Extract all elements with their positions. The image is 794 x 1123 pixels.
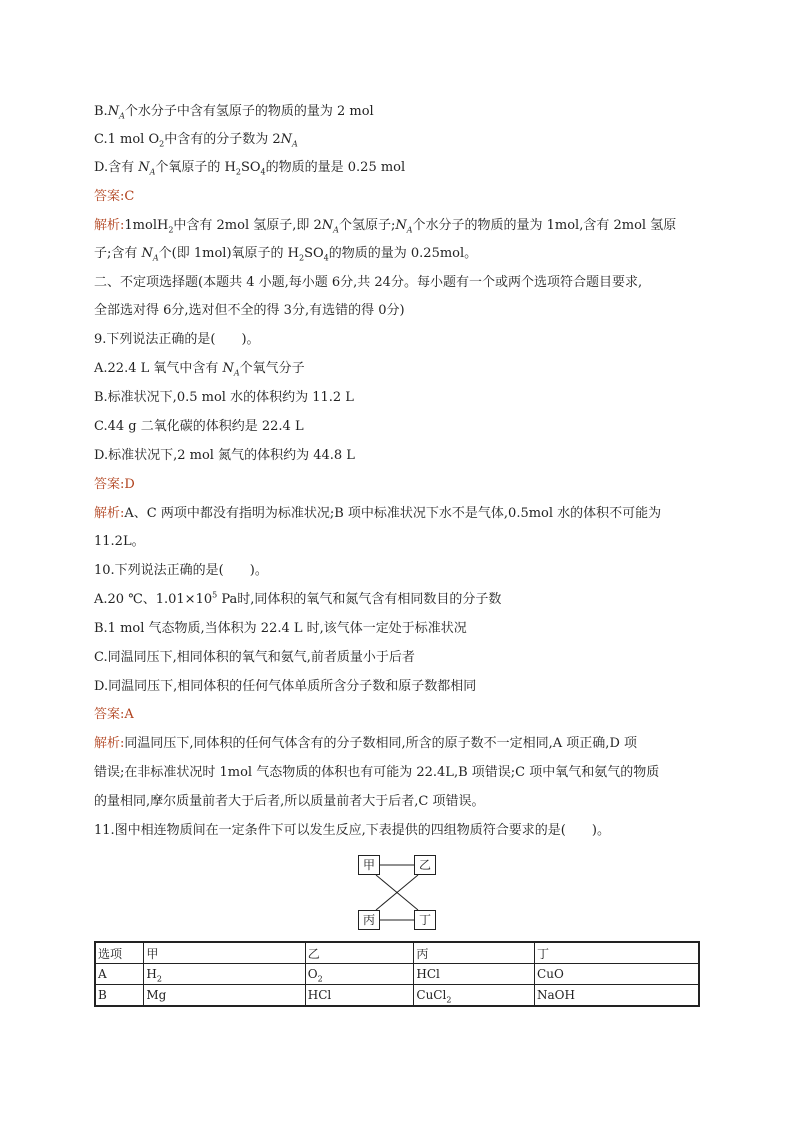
table-header-row: [95, 942, 699, 964]
table-cell: CuCl$_2$: [414, 985, 535, 1007]
table-cell: A: [95, 964, 144, 985]
table-header-cell: 丙: [414, 942, 535, 964]
table-row: [95, 985, 699, 1007]
table-header-cell: 选项: [95, 942, 144, 964]
table-cell: HCl: [305, 985, 414, 1007]
analysis-label: 解析:: [94, 736, 125, 751]
reaction-diagram: [356, 855, 438, 931]
diagram-box-ding: 丁: [414, 910, 436, 930]
q8-option-c: C.1 mol $O_2$中含有的分子数为 $2N_A$: [94, 132, 298, 149]
table-cell: B: [95, 985, 144, 1007]
table-header-cell: 乙: [305, 942, 414, 964]
q10-option-b: B.1 mol 气态物质,当体积为 22.4 L 时,该气体一定处于标准状况: [94, 621, 467, 636]
q10-option-d: D.同温同压下,相同体积的任何气体单质所含分子数和原子数都相同: [94, 679, 477, 694]
table-header-cell: 丁: [535, 942, 699, 964]
q8-option-b: $B.N_A$个水分子中含有氢原子的物质的量为 2 mol: [94, 104, 374, 121]
q8-option-d: D.含有 $N_A$个氧原子的 $H_2SO_4$的物质的量是 0.25 mol: [94, 160, 406, 177]
q9-option-b: B.标准状况下,0.5 mol 水的体积约为 11.2 L: [94, 390, 354, 405]
analysis-label: 解析:: [94, 506, 125, 521]
q8-analysis-line-2: 子;含有 $N_A$个(即 1mol)氧原子的 $H_2SO_4$的物质的量为 0.25mol。: [94, 246, 478, 263]
q10-option-a: A.20 ℃、$1.01\times 10^5$ Pa时,同体积的氧气和氮气含有相同数目的分子数: [94, 590, 502, 607]
q10-option-c: C.同温同压下,相同体积的氧气和氨气,前者质量小于后者: [94, 650, 415, 665]
q9-answer: 答案:D: [94, 477, 135, 492]
q10-analysis-line-3: 的量相同,摩尔质量前者大于后者,所以质量前者大于后者,C 项错误。: [94, 794, 485, 809]
diagram-box-bing: 丙: [358, 910, 380, 930]
q8-analysis-line-1: 解析:1molH$_2$中含有 2mol 氢原子,即 $2N_A$个氢原子$;N_A$个水分子的物质的量为 1mol,含有 2mol 氢原: [94, 218, 677, 235]
q11-stem: 11.图中相连物质间在一定条件下可以发生反应,下表提供的四组物质符合要求的是( )。: [94, 823, 610, 838]
table-row: [95, 964, 699, 985]
q9-analysis-line-1: 解析:A、C 两项中都没有指明为标准状况;B 项中标准状况下水不是气体,0.5mol 水的体积不可能为: [94, 506, 662, 521]
table-header-cell: 甲: [144, 942, 305, 964]
table-cell: HCl: [414, 964, 535, 985]
table-cell: Mg: [144, 985, 305, 1007]
table-cell: NaOH: [535, 985, 699, 1007]
q9-stem: 9.下列说法正确的是( )。: [94, 332, 260, 347]
q10-answer: 答案:A: [94, 707, 134, 722]
q10-analysis-line-1: 解析:同温同压下,同体积的任何气体含有的分子数相同,所含的原子数不一定相同,A 项正确,D 项: [94, 736, 637, 751]
q9-option-d: D.标准状况下,2 mol 氮气的体积约为 44.8 L: [94, 448, 355, 463]
q9-analysis-line-2: 11.2L。: [94, 534, 145, 549]
q9-option-a: A.22.4 L 氧气中含有 $N_A$个氧气分子: [94, 361, 305, 378]
analysis-label: 解析:: [94, 218, 125, 233]
section2-heading-line-2: 全部选对得 6分,选对但不全的得 3分,有选错的得 0分): [94, 303, 405, 318]
diagram-box-yi: 乙: [414, 855, 436, 875]
q8-answer: 答案:C: [94, 189, 135, 204]
table-cell: $O_2$: [305, 964, 414, 985]
options-table: [94, 941, 700, 1007]
q10-stem: 10.下列说法正确的是( )。: [94, 563, 268, 578]
section2-heading-line-1: 二、不定项选择题(本题共 4 小题,每小题 6分,共 24分。每小题有一个或两个选项符合题目要求,: [94, 275, 643, 290]
diagram-box-jia: 甲: [358, 855, 380, 875]
table-cell: $H_2$: [144, 964, 305, 985]
q10-analysis-line-2: 错误;在非标准状况时 1mol 气态物质的体积也有可能为 22.4L,B 项错误;C 项中氧气和氨气的物质: [94, 765, 660, 780]
table-cell: CuO: [535, 964, 699, 985]
q9-option-c: C.44 g 二氧化碳的体积约是 22.4 L: [94, 419, 304, 434]
